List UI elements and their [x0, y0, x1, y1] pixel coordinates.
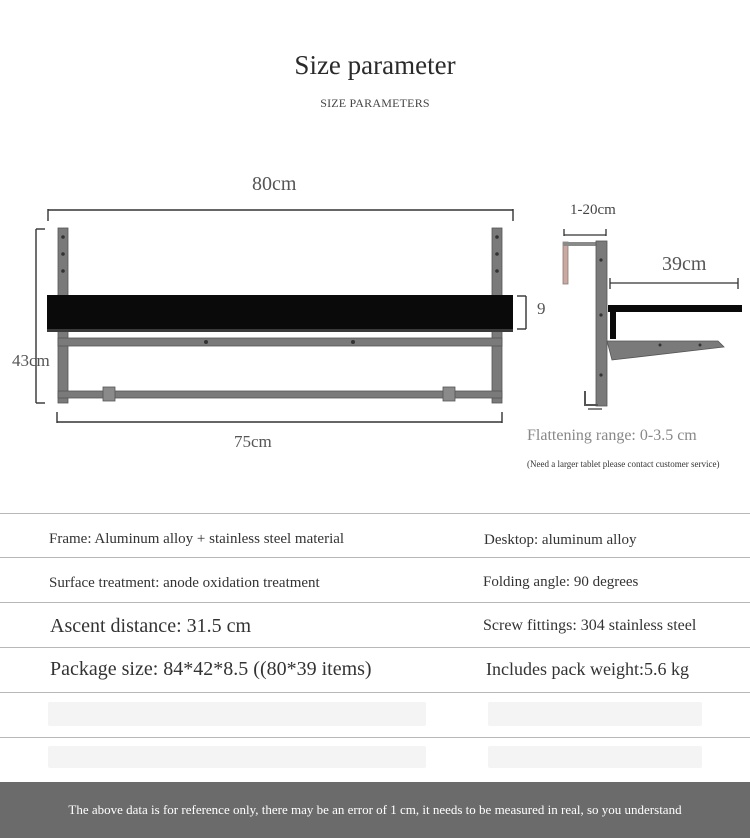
height-left-label: 43cm	[12, 351, 50, 370]
spec-frame: Frame: Aluminum alloy + stainless steel material	[49, 531, 345, 547]
post-holes	[61, 235, 499, 273]
width-top-label: 80cm	[252, 173, 297, 195]
spec-folding-angle: Folding angle: 90 degrees	[483, 574, 639, 590]
empty-spec-row	[48, 702, 426, 726]
spec-divider	[0, 557, 750, 558]
spec-surface-treatment: Surface treatment: anode oxidation treatment	[49, 575, 320, 591]
width-bottom-label: 75cm	[234, 432, 272, 451]
service-note: (Need a larger tablet please contact customer service)	[527, 459, 720, 469]
page-title: Size parameter	[294, 50, 456, 80]
depth-label: 39cm	[662, 253, 707, 275]
thickness-dimension-right	[517, 296, 526, 329]
clamp-range-label: 1-20cm	[570, 202, 616, 218]
spec-screw-fittings: Screw fittings: 304 stainless steel	[483, 617, 697, 634]
spec-divider	[0, 513, 750, 514]
spec-divider	[0, 647, 750, 648]
empty-spec-row	[488, 702, 702, 726]
flattening-note: Flattening range: 0-3.5 cm	[527, 427, 697, 444]
spec-ascent-distance: Ascent distance: 31.5 cm	[50, 615, 252, 637]
spec-package-size: Package size: 84*42*8.5 ((80*39 items)	[50, 658, 372, 680]
page-subtitle: SIZE PARAMETERS	[320, 96, 430, 110]
height-dimension-left	[36, 229, 45, 403]
lower-bar	[58, 391, 502, 398]
empty-spec-row	[48, 746, 426, 768]
spec-divider	[0, 692, 750, 693]
thickness-right-label: 9	[537, 299, 546, 318]
empty-spec-row	[488, 746, 702, 768]
spec-divider	[0, 737, 750, 738]
side-view	[563, 229, 742, 409]
spec-divider	[0, 602, 750, 603]
spec-pack-weight: Includes pack weight:5.6 kg	[486, 659, 689, 679]
width-dimension-bottom	[57, 412, 502, 423]
spec-desktop: Desktop: aluminum alloy	[484, 532, 637, 548]
upper-rail	[58, 338, 502, 346]
desktop-edge	[47, 329, 513, 332]
footer-note: The above data is for reference only, there may be an error of 1 cm, it needs to be measured in real, so you understand	[0, 782, 750, 838]
desktop-board	[47, 295, 513, 331]
width-dimension-top	[48, 209, 513, 221]
